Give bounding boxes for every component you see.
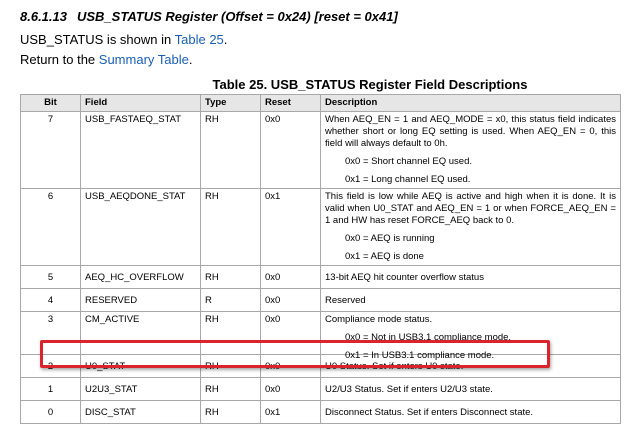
shown-in-prefix: USB_STATUS is shown in xyxy=(20,32,175,47)
return-suffix: . xyxy=(188,52,193,67)
shown-in-suffix: . xyxy=(223,32,228,47)
type-cell: RH xyxy=(201,189,261,266)
header-field: Field xyxy=(81,95,201,112)
description-text: When AEQ_EN = 1 and AEQ_MODE = x0, this status field indicates whether short or long EQ setting is used. When AEQ_EN = 0, this field will always default to 0h. xyxy=(325,114,616,149)
u0-stat-highlight-box xyxy=(40,340,550,368)
bit-cell: 6 xyxy=(21,189,81,266)
reset-cell: 0x1 xyxy=(261,189,321,266)
value-item: 0x1 = AEQ is done xyxy=(345,251,424,262)
reset-cell: 0x0 xyxy=(261,289,321,312)
description-cell xyxy=(321,112,621,189)
value-item: 0x0 = AEQ is running xyxy=(345,233,435,244)
description-cell: 13-bit AEQ hit counter overflow status xyxy=(321,266,621,289)
reset-cell: 0x0 xyxy=(261,312,321,355)
field-cell: AEQ_HC_OVERFLOW xyxy=(81,266,201,289)
reset-cell: 0x0 xyxy=(261,378,321,401)
header-reset: Reset xyxy=(261,95,321,112)
type-cell: RH xyxy=(201,355,261,378)
value-item: 0x0 = Short channel EQ used. xyxy=(345,156,473,167)
bit-cell: 7 xyxy=(21,112,81,189)
description-cell: Disconnect Status. Set if enters Disconnect state. xyxy=(321,401,621,424)
type-cell: RH xyxy=(201,378,261,401)
description-cell: U0 Status. Set if enters U0 state. xyxy=(321,355,621,378)
type-cell: RH xyxy=(201,312,261,355)
header-type: Type xyxy=(201,95,261,112)
table-title: Table 25. USB_STATUS Register Field Descriptions xyxy=(212,77,528,92)
field-cell: U0_STAT xyxy=(81,355,201,378)
field-cell: RESERVED xyxy=(81,289,201,312)
value-item: 0x0 = Not in USB3.1 compliance mode. xyxy=(345,332,512,343)
table-row xyxy=(21,378,621,401)
header-bit: Bit xyxy=(21,95,81,112)
section-heading xyxy=(20,9,398,24)
reset-cell: 0x1 xyxy=(261,401,321,424)
type-cell: RH xyxy=(201,266,261,289)
field-cell: DISC_STAT xyxy=(81,401,201,424)
table-25-link[interactable]: Table 25 xyxy=(174,32,224,47)
section-title: USB_STATUS Register (Offset = 0x24) [reset = 0x41] xyxy=(77,9,398,24)
reset-cell: 0x0 xyxy=(261,355,321,378)
reset-cell: 0x0 xyxy=(261,112,321,189)
register-field-table xyxy=(20,94,621,424)
section-number: 8.6.1.13 xyxy=(20,9,67,24)
bit-cell: 0 xyxy=(21,401,81,424)
description-cell xyxy=(321,189,621,266)
field-cell: USB_AEQDONE_STAT xyxy=(81,189,201,266)
bit-cell: 3 xyxy=(21,312,81,355)
reset-cell: 0x0 xyxy=(261,266,321,289)
description-text: This field is low while AEQ is active and high when it is done. It is valid when U0_STAT and AEQ_EN = 1 or when FORCE_AEQ_EN = 1 and HW has reset FORCE_AEQ back to 0. xyxy=(325,191,616,226)
description-cell: Reserved xyxy=(321,289,621,312)
bit-cell: 1 xyxy=(21,378,81,401)
return-prefix: Return to the xyxy=(20,52,99,67)
header-description: Description xyxy=(321,95,621,112)
field-cell: CM_ACTIVE xyxy=(81,312,201,355)
table-row xyxy=(21,112,621,189)
bit-cell: 2 xyxy=(21,355,81,378)
description-text: Compliance mode status. xyxy=(325,314,433,325)
table-row xyxy=(21,289,621,312)
type-cell: R xyxy=(201,289,261,312)
bit-cell: 5 xyxy=(21,266,81,289)
type-cell: RH xyxy=(201,401,261,424)
type-cell: RH xyxy=(201,112,261,189)
field-cell: U2U3_STAT xyxy=(81,378,201,401)
value-item: 0x1 = In USB3.1 compliance mode. xyxy=(345,350,495,361)
summary-table-link[interactable]: Summary Table xyxy=(98,52,189,67)
value-item: 0x1 = Long channel EQ used. xyxy=(345,174,471,185)
table-header-row xyxy=(21,95,621,112)
table-row xyxy=(21,401,621,424)
shown-in-line xyxy=(20,32,227,47)
table-row xyxy=(21,189,621,266)
return-line xyxy=(20,52,192,67)
field-cell: USB_FASTAEQ_STAT xyxy=(81,112,201,189)
bit-cell: 4 xyxy=(21,289,81,312)
table-row xyxy=(21,266,621,289)
description-cell: U2/U3 Status. Set if enters U2/U3 state. xyxy=(321,378,621,401)
